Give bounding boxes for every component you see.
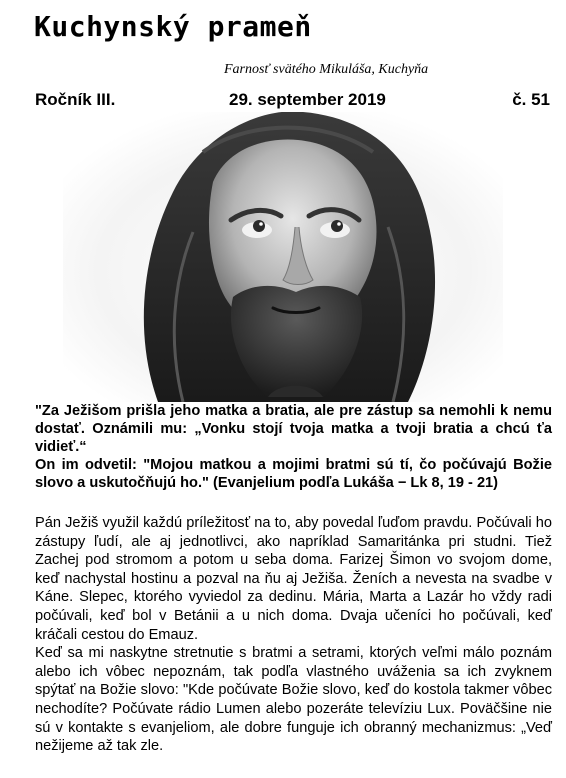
gospel-quote bbox=[35, 402, 552, 492]
quote-paragraph: On im odvetil: "Mojou matkou a mojimi bratmi sú tí, čo počúvajú Božie slovo a uskutočňujú ho." (Evanjelium podľa Lukáša − Lk 8, 19 - 21) bbox=[35, 457, 552, 491]
issue-number: č. 51 bbox=[512, 90, 550, 109]
jesus-portrait-image bbox=[63, 112, 503, 402]
article-paragraph: Pán Ježiš využil každú príležitosť na to, aby povedal ľuďom pravdu. Počúvali ho zástupy ľudí, ale aj jednotlivci, ako napríklad Samaritánka pri studni. Tiež Zachej pod stromom a potom u seba doma. Farizej Šimon vo svojom dome, keď nachystal hostinu a pozval na ňu aj Ježiša. Ženích a nevesta na svadbe v Káne. Slepec, ktorého vyviedol za dedinu. Mária, Marta a Lazár ho vždy radi počúvali, keď bol v Betánii a u nich doma. Dvaja učeníci ho počúvali, keď kráčali cestou do Emauz. bbox=[35, 515, 552, 643]
quote-paragraph: "Za Ježišom prišla jeho matka a bratia, ale pre zástup sa nemohli k nemu dostať. Oznámili mu: „Vonku stojí tvoja matka a tvoji bratia a chcú ťa vidieť.“ bbox=[35, 403, 552, 455]
article-body bbox=[35, 514, 552, 756]
issue-date: 29. september 2019 bbox=[229, 90, 386, 109]
issue-info-row bbox=[35, 90, 550, 112]
masthead-subtitle: Farnosť svätého Mikuláša, Kuchyňa bbox=[224, 62, 429, 77]
masthead-title: Kuchynský prameň bbox=[34, 10, 312, 43]
issue-volume: Ročník III. bbox=[35, 90, 116, 109]
article-paragraph: Keď sa mi naskytne stretnutie s bratmi a setrami, ktorých veľmi málo poznám alebo ich vôbec nepoznám, tak podľa vlastného uváženia sa ich zvyknem spýtať na Božie slovo: "Kde počúvate Božie slovo, keď do kostola takmer vôbec nechodíte? Počúvate rádio Lumen alebo pozeráte televíziu Lux. Poväčšine nie sú v kontakte s evanjeliom, ale dobre funguje ich obranný mechanizmus: „Veď nežijeme až tak zle. bbox=[35, 645, 552, 755]
